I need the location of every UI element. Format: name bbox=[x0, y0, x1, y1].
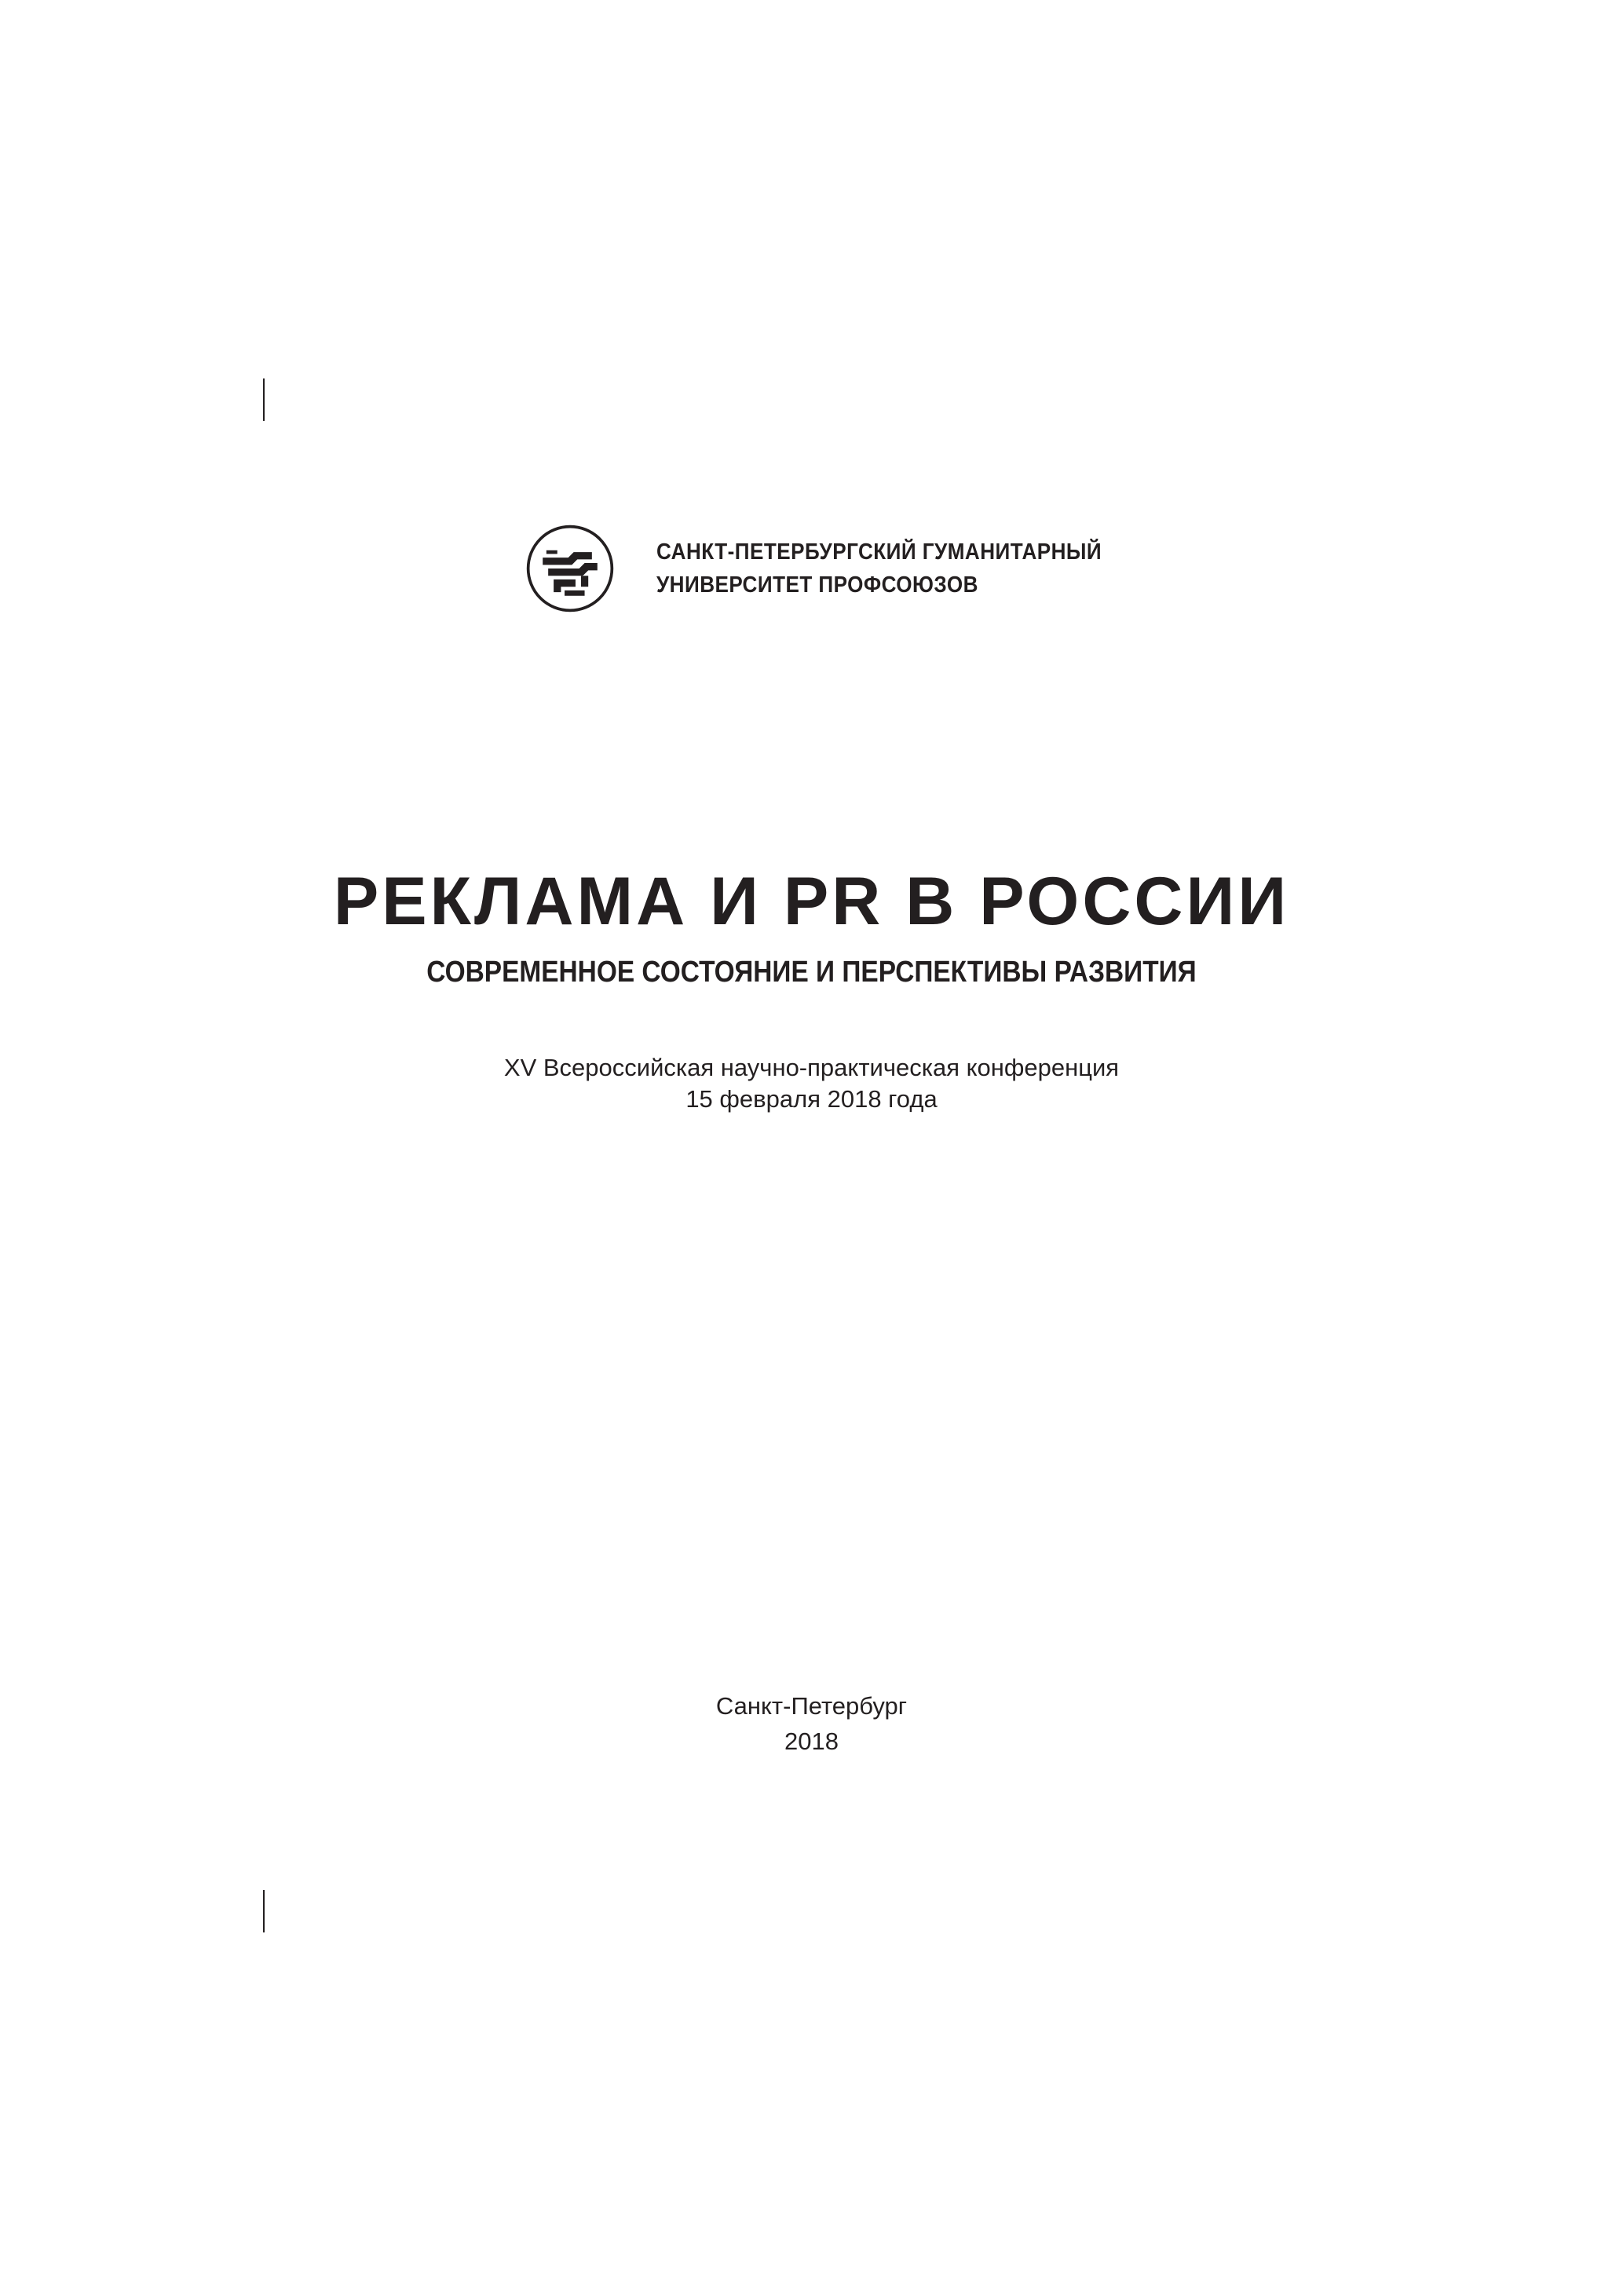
conference-name: XV Всероссийская научно-практическая конференция bbox=[503, 1054, 1120, 1081]
imprint bbox=[0, 1688, 1623, 1759]
crop-mark-bottom bbox=[263, 1890, 265, 1932]
conference-date: 15 февраля 2018 года bbox=[685, 1085, 938, 1113]
university-name bbox=[656, 536, 1102, 601]
imprint-city: Санкт-Петербург bbox=[715, 1692, 908, 1720]
crop-mark-top bbox=[263, 378, 265, 421]
book-title: РЕКЛАМА И PR В РОССИИ bbox=[333, 864, 1290, 939]
university-emblem-icon bbox=[525, 523, 616, 614]
imprint-year: 2018 bbox=[784, 1727, 839, 1755]
book-subtitle: СОВРЕМЕННОЕ СОСТОЯНИЕ И ПЕРСПЕКТИВЫ РАЗВИТИЯ bbox=[426, 956, 1197, 989]
publisher-header bbox=[525, 521, 1151, 616]
conference-info bbox=[0, 1052, 1623, 1115]
university-name-line2: УНИВЕРСИТЕТ ПРОФСОЮЗОВ bbox=[656, 572, 978, 598]
university-name-line1: САНКТ-ПЕТЕРБУРГСКИЙ ГУМАНИТАРНЫЙ bbox=[656, 539, 1102, 565]
